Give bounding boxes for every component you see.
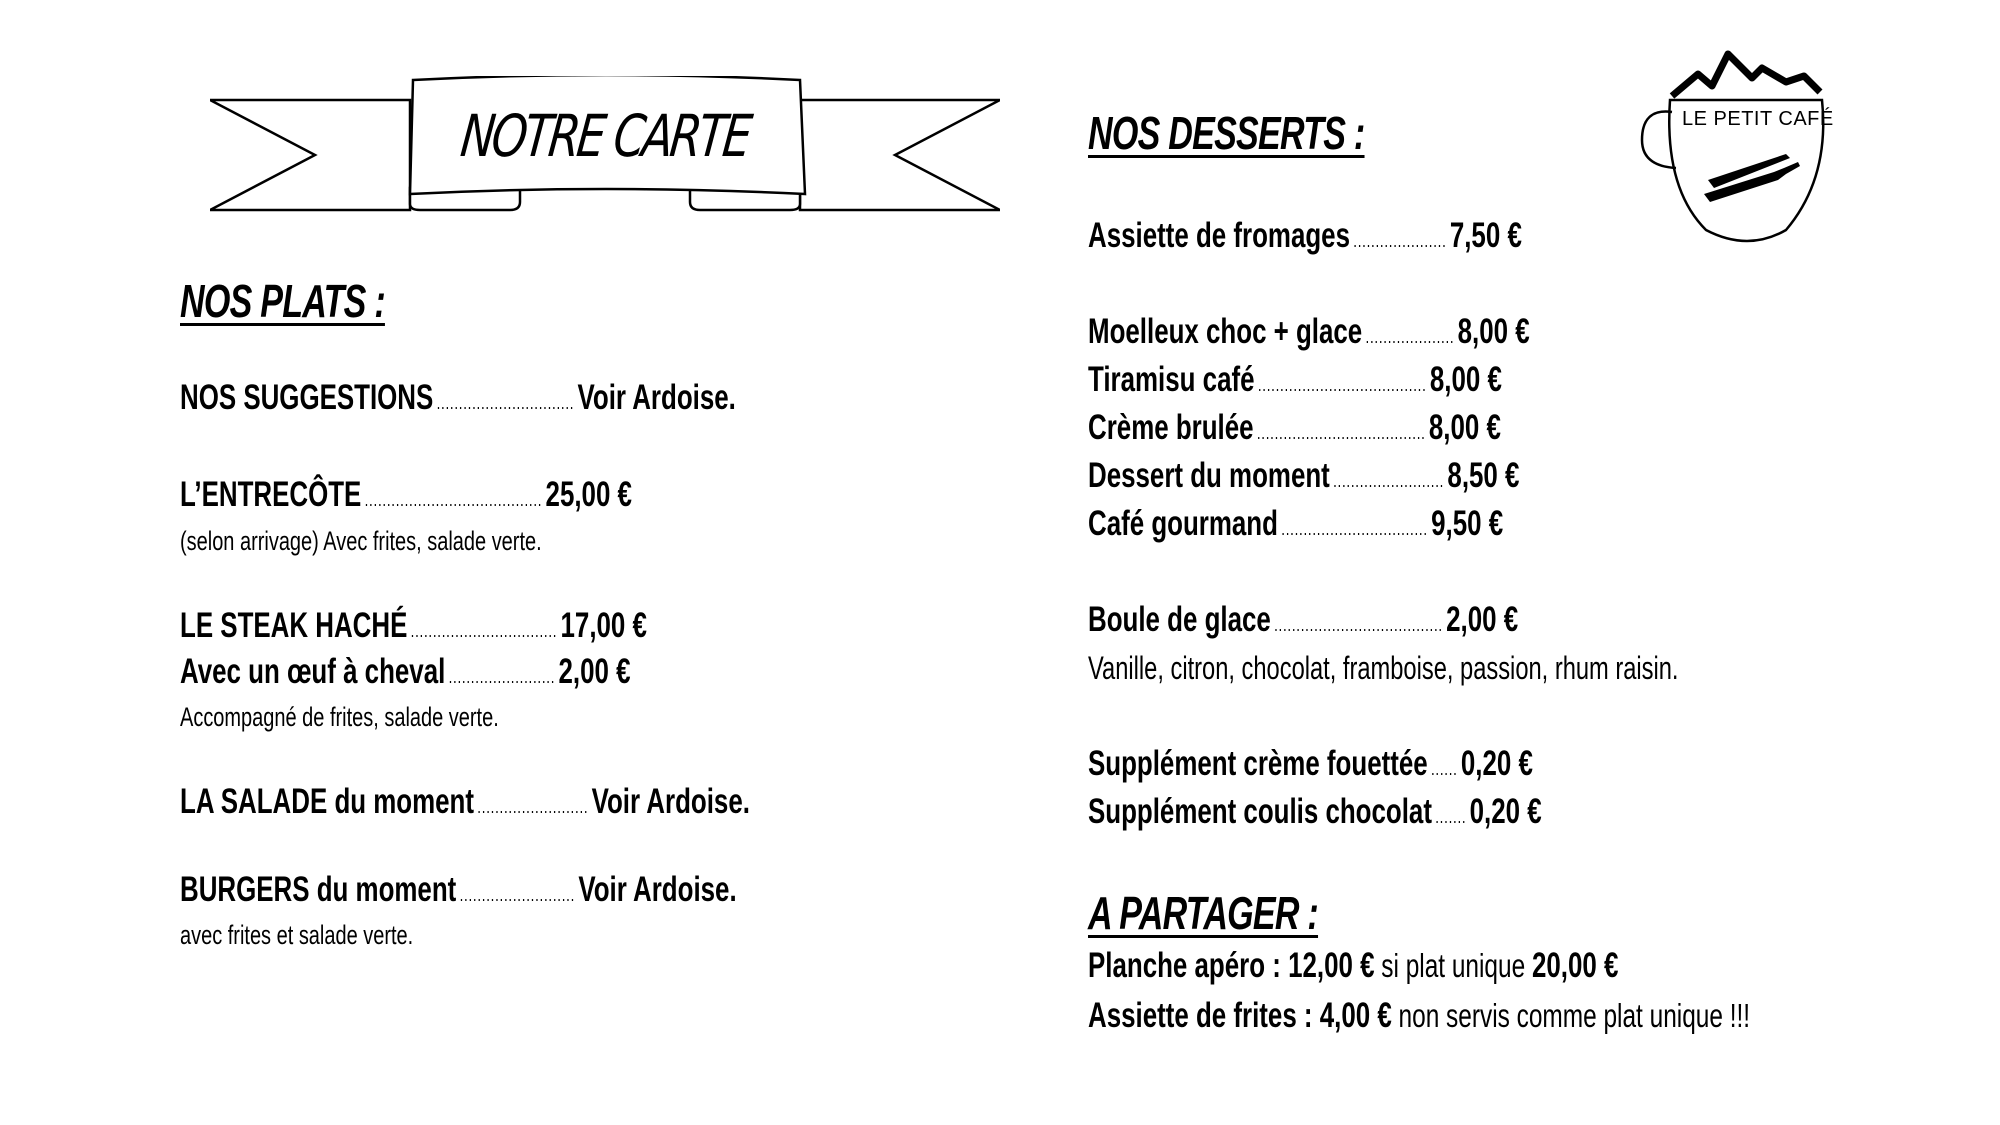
logo-text: LE PETIT CAFÉ (1682, 108, 1834, 130)
menu-item (1088, 408, 1501, 448)
menu-item (1088, 216, 1522, 256)
item-note: avec frites et salade verte. (180, 920, 414, 950)
item-price: 8,00 € (1428, 408, 1501, 447)
notre-carte-banner (210, 76, 1000, 216)
menu-item (1088, 744, 1533, 784)
item-name: Café gourmand (1088, 504, 1278, 543)
item-price: 8,00 € (1429, 360, 1502, 399)
share-label: Assiette de frites : 4,00 € (1088, 996, 1392, 1035)
item-name: Boule de glace (1088, 600, 1271, 639)
menu-item (180, 378, 736, 418)
item-dots: ...... (1430, 759, 1458, 779)
item-dots: ....... (1435, 807, 1467, 827)
share-condition: non servis comme plat unique !!! (1391, 997, 1751, 1034)
item-price: 9,50 € (1431, 504, 1504, 543)
ice-cream-flavours: Vanille, citron, chocolat, framboise, passion, rhum raisin. (1088, 650, 1679, 686)
item-dots: ................................. (410, 621, 558, 641)
item-price: 8,50 € (1447, 456, 1520, 495)
item-price: Voir Ardoise. (577, 378, 736, 417)
item-dots: ............................... (436, 393, 575, 413)
menu-item (180, 870, 737, 910)
item-dots: ...................................... (1256, 423, 1426, 443)
item-name: Dessert du moment (1088, 456, 1330, 495)
menu-item (180, 475, 632, 515)
item-name: Supplément coulis chocolat (1088, 792, 1432, 831)
item-name: BURGERS du moment (180, 870, 457, 909)
item-price: 8,00 € (1457, 312, 1530, 351)
partager-heading: A PARTAGER : (1088, 887, 1319, 939)
menu-item (1088, 312, 1530, 352)
menu-item (1088, 456, 1519, 496)
mug-logo-icon (1636, 48, 1856, 258)
item-dots: ................................. (1281, 519, 1428, 539)
le-petit-cafe-logo (1636, 48, 1856, 258)
item-dots: .......................... (459, 885, 576, 905)
share-label: Planche apéro : 12,00 € (1088, 946, 1375, 985)
item-dots: ..................... (1353, 231, 1447, 251)
item-price: Voir Ardoise. (578, 870, 737, 909)
item-name: Tiramisu café (1088, 360, 1255, 399)
item-price: 17,00 € (560, 606, 647, 645)
item-price: 2,00 € (1446, 600, 1519, 639)
menu-item (1088, 792, 1542, 832)
menu-item (1088, 360, 1502, 400)
item-name: NOS SUGGESTIONS (180, 378, 434, 417)
menu-item (1088, 600, 1518, 640)
item-dots: ...................................... (1274, 615, 1443, 635)
plats-heading: NOS PLATS : (180, 275, 385, 327)
item-name: Moelleux choc + glace (1088, 312, 1363, 351)
share-line-planche (1088, 946, 1618, 986)
item-price: 2,00 € (558, 652, 631, 691)
share-price: 20,00 € (1531, 946, 1619, 985)
item-dots: ......................... (477, 797, 589, 817)
item-price: Voir Ardoise. (591, 782, 750, 821)
item-dots: ........................ (448, 667, 556, 687)
desserts-heading: NOS DESSERTS : (1088, 107, 1365, 159)
item-name: LE STEAK HACHÉ (180, 606, 408, 645)
item-price: 25,00 € (545, 475, 632, 514)
item-price: 0,20 € (1469, 792, 1542, 831)
item-note: Accompagné de frites, salade verte. (180, 702, 499, 732)
item-dots: ........................................ (364, 490, 543, 510)
item-price: 7,50 € (1449, 216, 1522, 255)
item-name: Assiette de fromages (1088, 216, 1350, 255)
menu-item (1088, 504, 1503, 544)
share-line-frites (1088, 996, 1750, 1036)
share-condition: si plat unique (1374, 947, 1532, 984)
item-dots: ......................... (1333, 471, 1445, 491)
item-name: Avec un œuf à cheval (180, 652, 446, 691)
item-dots: .................... (1365, 327, 1455, 347)
item-name: LA SALADE du moment (180, 782, 475, 821)
menu-item (180, 782, 750, 822)
menu-item (180, 606, 647, 646)
menu-item (180, 652, 630, 692)
item-note: (selon arrivage) Avec frites, salade verte. (180, 526, 542, 556)
item-name: Crème brulée (1088, 408, 1254, 447)
banner-title: NOTRE CARTE (457, 102, 753, 170)
item-dots: ...................................... (1257, 375, 1427, 395)
item-price: 0,20 € (1460, 744, 1533, 783)
item-name: L’ENTRECÔTE (180, 475, 362, 514)
item-name: Supplément crème fouettée (1088, 744, 1428, 783)
